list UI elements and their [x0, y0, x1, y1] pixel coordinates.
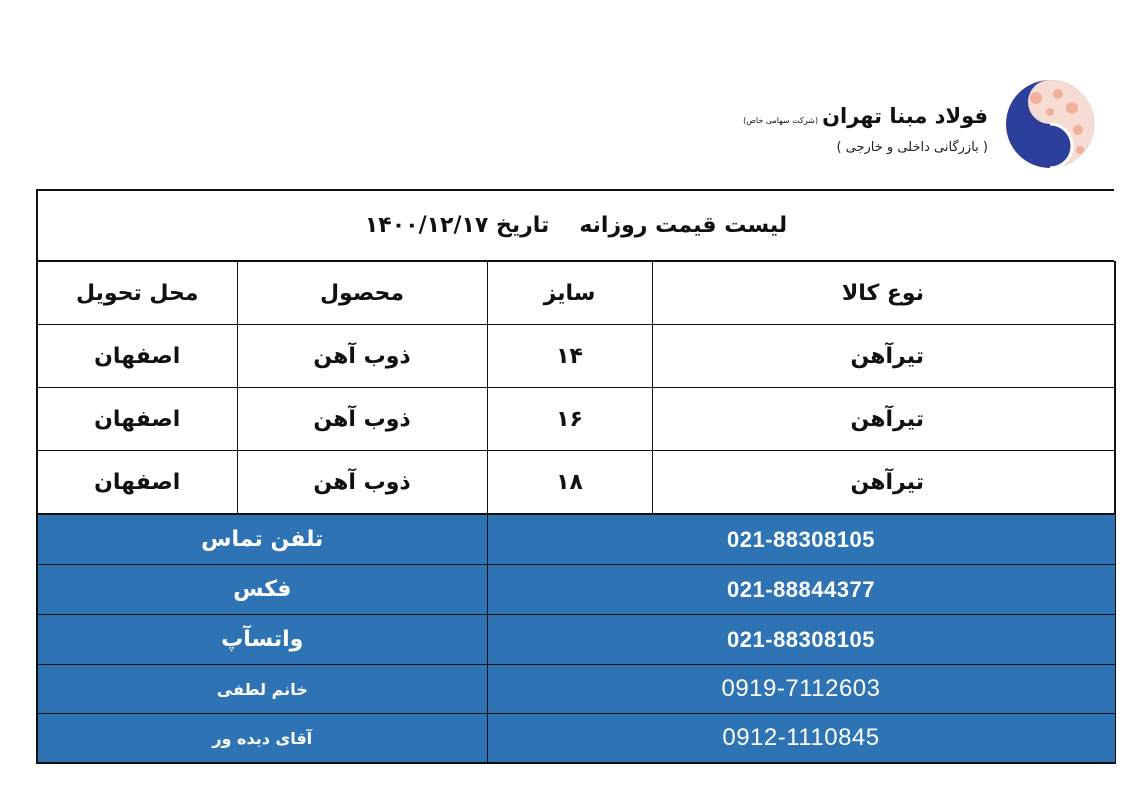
cell-type: تیرآهن	[652, 388, 1115, 451]
column-header-type: نوع کالا	[652, 262, 1115, 325]
contact-row-fax	[37, 565, 1115, 615]
cell-delivery: اصفهان	[37, 388, 237, 451]
contact-row-person	[37, 665, 1115, 714]
cell-delivery: اصفهان	[37, 451, 237, 514]
price-table	[36, 261, 1116, 514]
cell-size: ۱۶	[487, 388, 652, 451]
cell-product: ذوب آهن	[237, 451, 487, 514]
price-list-title	[36, 189, 1114, 261]
cell-product: ذوب آهن	[237, 325, 487, 388]
column-header-delivery: محل تحویل	[37, 262, 237, 325]
table-row	[37, 325, 1115, 388]
cell-type: تیرآهن	[652, 451, 1115, 514]
contact-label: واتسآپ	[37, 615, 487, 665]
contact-table	[36, 514, 1116, 764]
contact-phone-number: 021-88308105	[487, 515, 1115, 565]
company-header	[740, 80, 1100, 170]
contact-person-number: 0912-1110845	[487, 714, 1115, 764]
title-date: تاریخ ۱۴۰۰/۱۲/۱۷	[364, 213, 550, 238]
table-row	[37, 388, 1115, 451]
title-text: لیست قیمت روزانه	[579, 213, 788, 238]
company-subtitle: ( بازرگانی داخلی و خارجی )	[836, 140, 988, 155]
company-name-text: فولاد مبنا تهران	[822, 104, 988, 128]
company-logo-icon	[1006, 80, 1094, 168]
column-header-product: محصول	[237, 262, 487, 325]
table-row	[37, 451, 1115, 514]
contact-row-whatsapp	[37, 615, 1115, 665]
contact-row-person	[37, 714, 1115, 764]
cell-type: تیرآهن	[652, 325, 1115, 388]
contact-fax-number: 021-88844377	[487, 565, 1115, 615]
table-header-row	[37, 262, 1115, 325]
contact-person-name: آقای دیده ور	[37, 714, 487, 764]
cell-size: ۱۸	[487, 451, 652, 514]
cell-product: ذوب آهن	[237, 388, 487, 451]
contact-row-phone	[37, 515, 1115, 565]
cell-size: ۱۴	[487, 325, 652, 388]
company-name	[743, 104, 988, 128]
company-type: (شرکت سهامی خاص)	[743, 116, 819, 125]
contact-person-name: خانم لطفی	[37, 665, 487, 714]
contact-label: تلفن تماس	[37, 515, 487, 565]
contact-label: فکس	[37, 565, 487, 615]
cell-delivery: اصفهان	[37, 325, 237, 388]
contact-person-number: 0919-7112603	[487, 665, 1115, 714]
column-header-size: سایز	[487, 262, 652, 325]
price-list	[36, 189, 1114, 764]
contact-whatsapp-number: 021-88308105	[487, 615, 1115, 665]
